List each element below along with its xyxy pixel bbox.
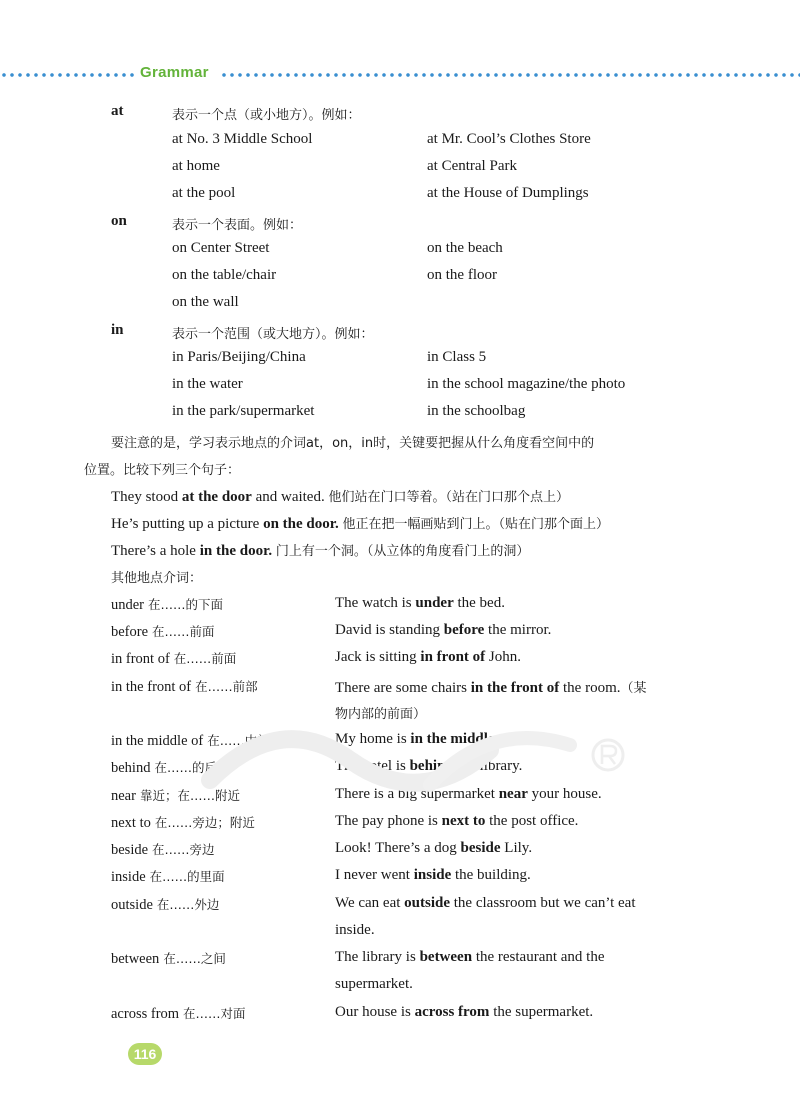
prep-word: next to <box>111 815 151 831</box>
example-text: the bed. <box>453 595 505 611</box>
desc-on: 表示一个表面。例如： <box>172 218 303 233</box>
example-on-4: on the floor <box>427 267 497 283</box>
example-text: Our house is <box>335 1004 415 1020</box>
prep-word: near <box>111 788 136 804</box>
example-in-2: in Class 5 <box>427 349 487 365</box>
example-bold: inside <box>413 867 452 883</box>
prep-word: inside <box>111 869 146 885</box>
comparison-bold: at the door <box>181 489 252 505</box>
example-in-4: in the school magazine/the photo <box>427 376 626 392</box>
prep-word-across-from <box>111 1004 246 1023</box>
keyword-at: at <box>111 103 124 119</box>
example-text: the building. <box>451 867 531 883</box>
prep-meaning: 在……前部 <box>195 679 258 694</box>
prep-example-in-the-front-of <box>335 677 647 697</box>
comparison-text: They stood <box>111 489 182 505</box>
example-at-2: at Mr. Cool’s Clothes Store <box>427 131 591 147</box>
prep-word-under <box>111 595 223 614</box>
example-on-5: on the wall <box>172 294 239 310</box>
example-in-6: in the schoolbag <box>427 403 526 419</box>
example-bold: under <box>415 595 454 611</box>
prep-word: outside <box>111 897 153 913</box>
example-text: your house. <box>527 786 602 802</box>
example-at-6: at the House of Dumplings <box>427 185 589 201</box>
prep-word: between <box>111 951 160 967</box>
example-text: Look! There’s a dog <box>335 840 461 856</box>
example-bold: in the middle of <box>410 731 511 747</box>
prep-word: in the front of <box>111 679 192 695</box>
prep-example-inside <box>335 867 531 884</box>
desc-in: 表示一个范围（或大地方）。例如： <box>172 327 374 342</box>
comparison-translation: 他正在把一幅画贴到门上。（贴在门那个面上） <box>342 517 610 532</box>
comparison-text: He’s putting up a picture <box>111 516 264 532</box>
prep-meaning: 在……之间 <box>163 951 226 966</box>
prep-meaning: 在……前面 <box>152 624 215 639</box>
prep-meaning: 靠近；在……附近 <box>139 788 240 803</box>
example-text: John. <box>485 649 521 665</box>
example-continuation: 物内部的前面） <box>335 707 427 722</box>
prep-example-between <box>335 949 605 966</box>
prep-word-next-to <box>111 813 255 832</box>
page-number-badge: 116 <box>128 1043 162 1065</box>
example-bold: in front of <box>420 649 486 665</box>
prep-meaning: 在……外边 <box>156 897 220 912</box>
prep-example-beside <box>335 840 532 857</box>
dotted-rule-left <box>0 73 137 77</box>
comparison-translation: 门上有一个洞。（从立体的角度看门上的洞） <box>275 544 530 559</box>
example-text: We can eat <box>335 895 405 911</box>
example-bold: outside <box>404 895 451 911</box>
comparison-translation: 他们站在门口等着。（站在门口那个点上） <box>328 490 569 505</box>
example-note: （某 <box>620 681 647 696</box>
example-text: the mirror. <box>484 622 552 638</box>
prep-meaning: 在……对面 <box>183 1006 246 1021</box>
example-on-2: on the beach <box>427 240 503 256</box>
prep-word-in-the-middle-of <box>111 731 270 750</box>
prep-word-behind <box>111 758 229 777</box>
example-bold: across from <box>414 1004 490 1020</box>
example-text: The pay phone is <box>335 813 442 829</box>
prep-word-near <box>111 786 240 805</box>
prep-meaning: 在……旁边 <box>152 842 215 857</box>
prep-meaning: 在……的下面 <box>148 597 224 612</box>
prep-word-inside <box>111 867 225 886</box>
dotted-rule-right <box>220 73 800 77</box>
prep-example-under <box>335 595 505 612</box>
example-text: The library is <box>335 949 420 965</box>
comparison-text: and waited. <box>251 489 329 505</box>
example-text: The hotel is <box>335 758 410 774</box>
prep-example-before <box>335 622 551 639</box>
keyword-on: on <box>111 213 127 229</box>
example-bold: next to <box>441 813 486 829</box>
prep-example-in-front-of <box>335 649 521 666</box>
example-text: David is standing <box>335 622 444 638</box>
prep-meaning: 在……的里面 <box>149 869 225 884</box>
example-text: My home is <box>335 731 411 747</box>
prep-meaning: 在……旁边；附近 <box>154 815 255 830</box>
prep-word-in-front-of <box>111 649 236 668</box>
example-text: There are some chairs <box>335 680 471 696</box>
example-text: the room. <box>559 680 621 696</box>
prep-example-outside <box>335 895 636 912</box>
example-text: the classroom but we can’t eat <box>450 895 636 911</box>
example-text: The watch is <box>335 595 416 611</box>
prep-example-in-the-front-of-cont <box>335 703 426 723</box>
prep-word-in-the-front-of <box>111 677 258 696</box>
example-text: I never went <box>335 867 414 883</box>
prep-meaning: 在……的后面 <box>154 760 230 775</box>
keyword-in: in <box>111 322 124 338</box>
desc-at: 表示一个点（或小地方）。例如： <box>172 108 361 123</box>
example-text: the city. <box>510 731 562 747</box>
example-at-3: at home <box>172 158 220 174</box>
prep-word: behind <box>111 760 151 776</box>
prep-meaning: 在……前面 <box>173 651 237 666</box>
example-at-5: at the pool <box>172 185 236 201</box>
example-bold: near <box>498 786 528 802</box>
prep-word: in front of <box>111 651 170 667</box>
prep-word-beside <box>111 840 215 859</box>
prep-example-near <box>335 786 602 803</box>
comparison-2 <box>111 513 609 533</box>
example-text: the library. <box>453 758 523 774</box>
prep-word: beside <box>111 842 149 858</box>
section-title: Grammar <box>140 64 209 81</box>
note-line-2: 位置。比较下列三个句子： <box>84 463 241 478</box>
prep-word-outside <box>111 895 219 914</box>
comparison-text: There’s a hole <box>111 543 200 559</box>
example-bold: beside <box>460 840 501 856</box>
prep-example-next-to <box>335 813 578 830</box>
example-bold: between <box>419 949 473 965</box>
example-on-3: on the table/chair <box>172 267 277 283</box>
comparison-bold: on the door. <box>263 516 339 532</box>
example-text: the restaurant and the <box>472 949 605 965</box>
prep-example-behind <box>335 758 522 775</box>
note-line-1: 要注意的是，学习表示地点的介词at，on，in时，关键要把握从什么角度看空间中的 <box>111 436 595 451</box>
comparison-1 <box>111 486 569 506</box>
prep-word-between <box>111 949 226 968</box>
prep-example-outside-cont: inside. <box>335 922 375 938</box>
prep-word: across from <box>111 1006 180 1022</box>
example-text: the supermarket. <box>489 1004 594 1020</box>
other-prepositions-heading: 其他地点介词： <box>111 571 203 586</box>
prep-meaning: 在……中间 <box>207 733 270 748</box>
example-text: Lily. <box>500 840 533 856</box>
example-in-1: in Paris/Beijing/China <box>172 349 306 365</box>
example-text: the post office. <box>485 813 579 829</box>
example-at-4: at Central Park <box>427 158 517 174</box>
example-text: There is a big supermarket <box>335 786 499 802</box>
example-in-3: in the water <box>172 376 243 392</box>
example-bold: behind <box>409 758 454 774</box>
prep-word: in the middle of <box>111 733 204 749</box>
prep-example-across-from <box>335 1004 593 1021</box>
prep-example-in-the-middle-of <box>335 731 562 748</box>
comparison-bold: in the door. <box>199 543 273 559</box>
comparison-3 <box>111 540 529 560</box>
prep-word-before <box>111 622 215 641</box>
example-text: Jack is sitting <box>335 649 421 665</box>
example-bold: before <box>443 622 485 638</box>
example-at-1: at No. 3 Middle School <box>172 131 313 147</box>
example-in-5: in the park/supermarket <box>172 403 315 419</box>
example-on-1: on Center Street <box>172 240 270 256</box>
prep-word: before <box>111 624 149 640</box>
prep-example-between-cont: supermarket. <box>335 976 413 992</box>
prep-word: under <box>111 597 145 613</box>
example-bold: in the front of <box>470 680 560 696</box>
